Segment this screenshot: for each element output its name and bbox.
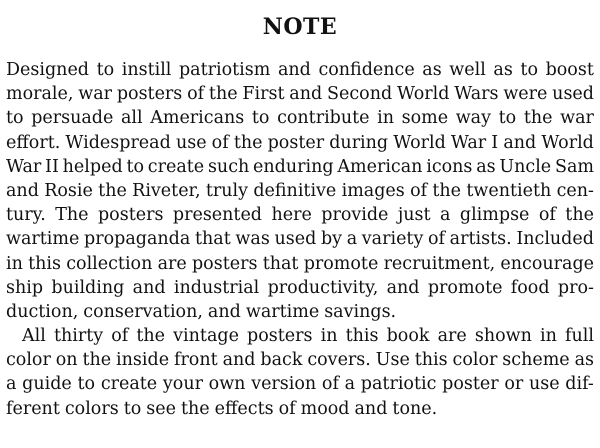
text-line: War II helped to create such enduring American icons as Uncle Sam <box>6 156 594 177</box>
page-title: NOTE <box>262 14 338 40</box>
text-line: color on the inside front and back covers. Use this color scheme as <box>6 350 594 371</box>
text-line: in this collection are posters that promote recruitment, encourage <box>6 253 594 274</box>
text-line: effort. Widespread use of the poster during World War I and World <box>6 132 594 153</box>
paragraph <box>6 58 594 324</box>
text-line: tury. The posters presented here provide just a glimpse of the <box>6 205 594 226</box>
text-line: duction, conservation, and wartime savings. <box>6 301 397 322</box>
text-line: All thirty of the vintage posters in this book are shown in full <box>22 326 594 347</box>
text-line: a guide to create your own version of a patriotic poster or use dif- <box>6 374 594 395</box>
text-line: to persuade all Americans to contribute in some way to the war <box>6 108 594 129</box>
text-line: morale, war posters of the First and Second World Wars were used <box>6 84 594 105</box>
text-line: and Rosie the Riveter, truly definitive images of the twentieth cen- <box>6 180 594 201</box>
text-line: Designed to instill patriotism and confidence as well as to boost <box>6 60 594 80</box>
text-line: ferent colors to see the effects of mood and tone. <box>6 398 438 419</box>
text-line: wartime propaganda that was used by a variety of artists. Included <box>6 229 594 250</box>
text-line: ship building and industrial productivity, and promote food pro- <box>6 277 594 298</box>
body-text <box>6 58 594 421</box>
paragraph <box>6 324 594 421</box>
